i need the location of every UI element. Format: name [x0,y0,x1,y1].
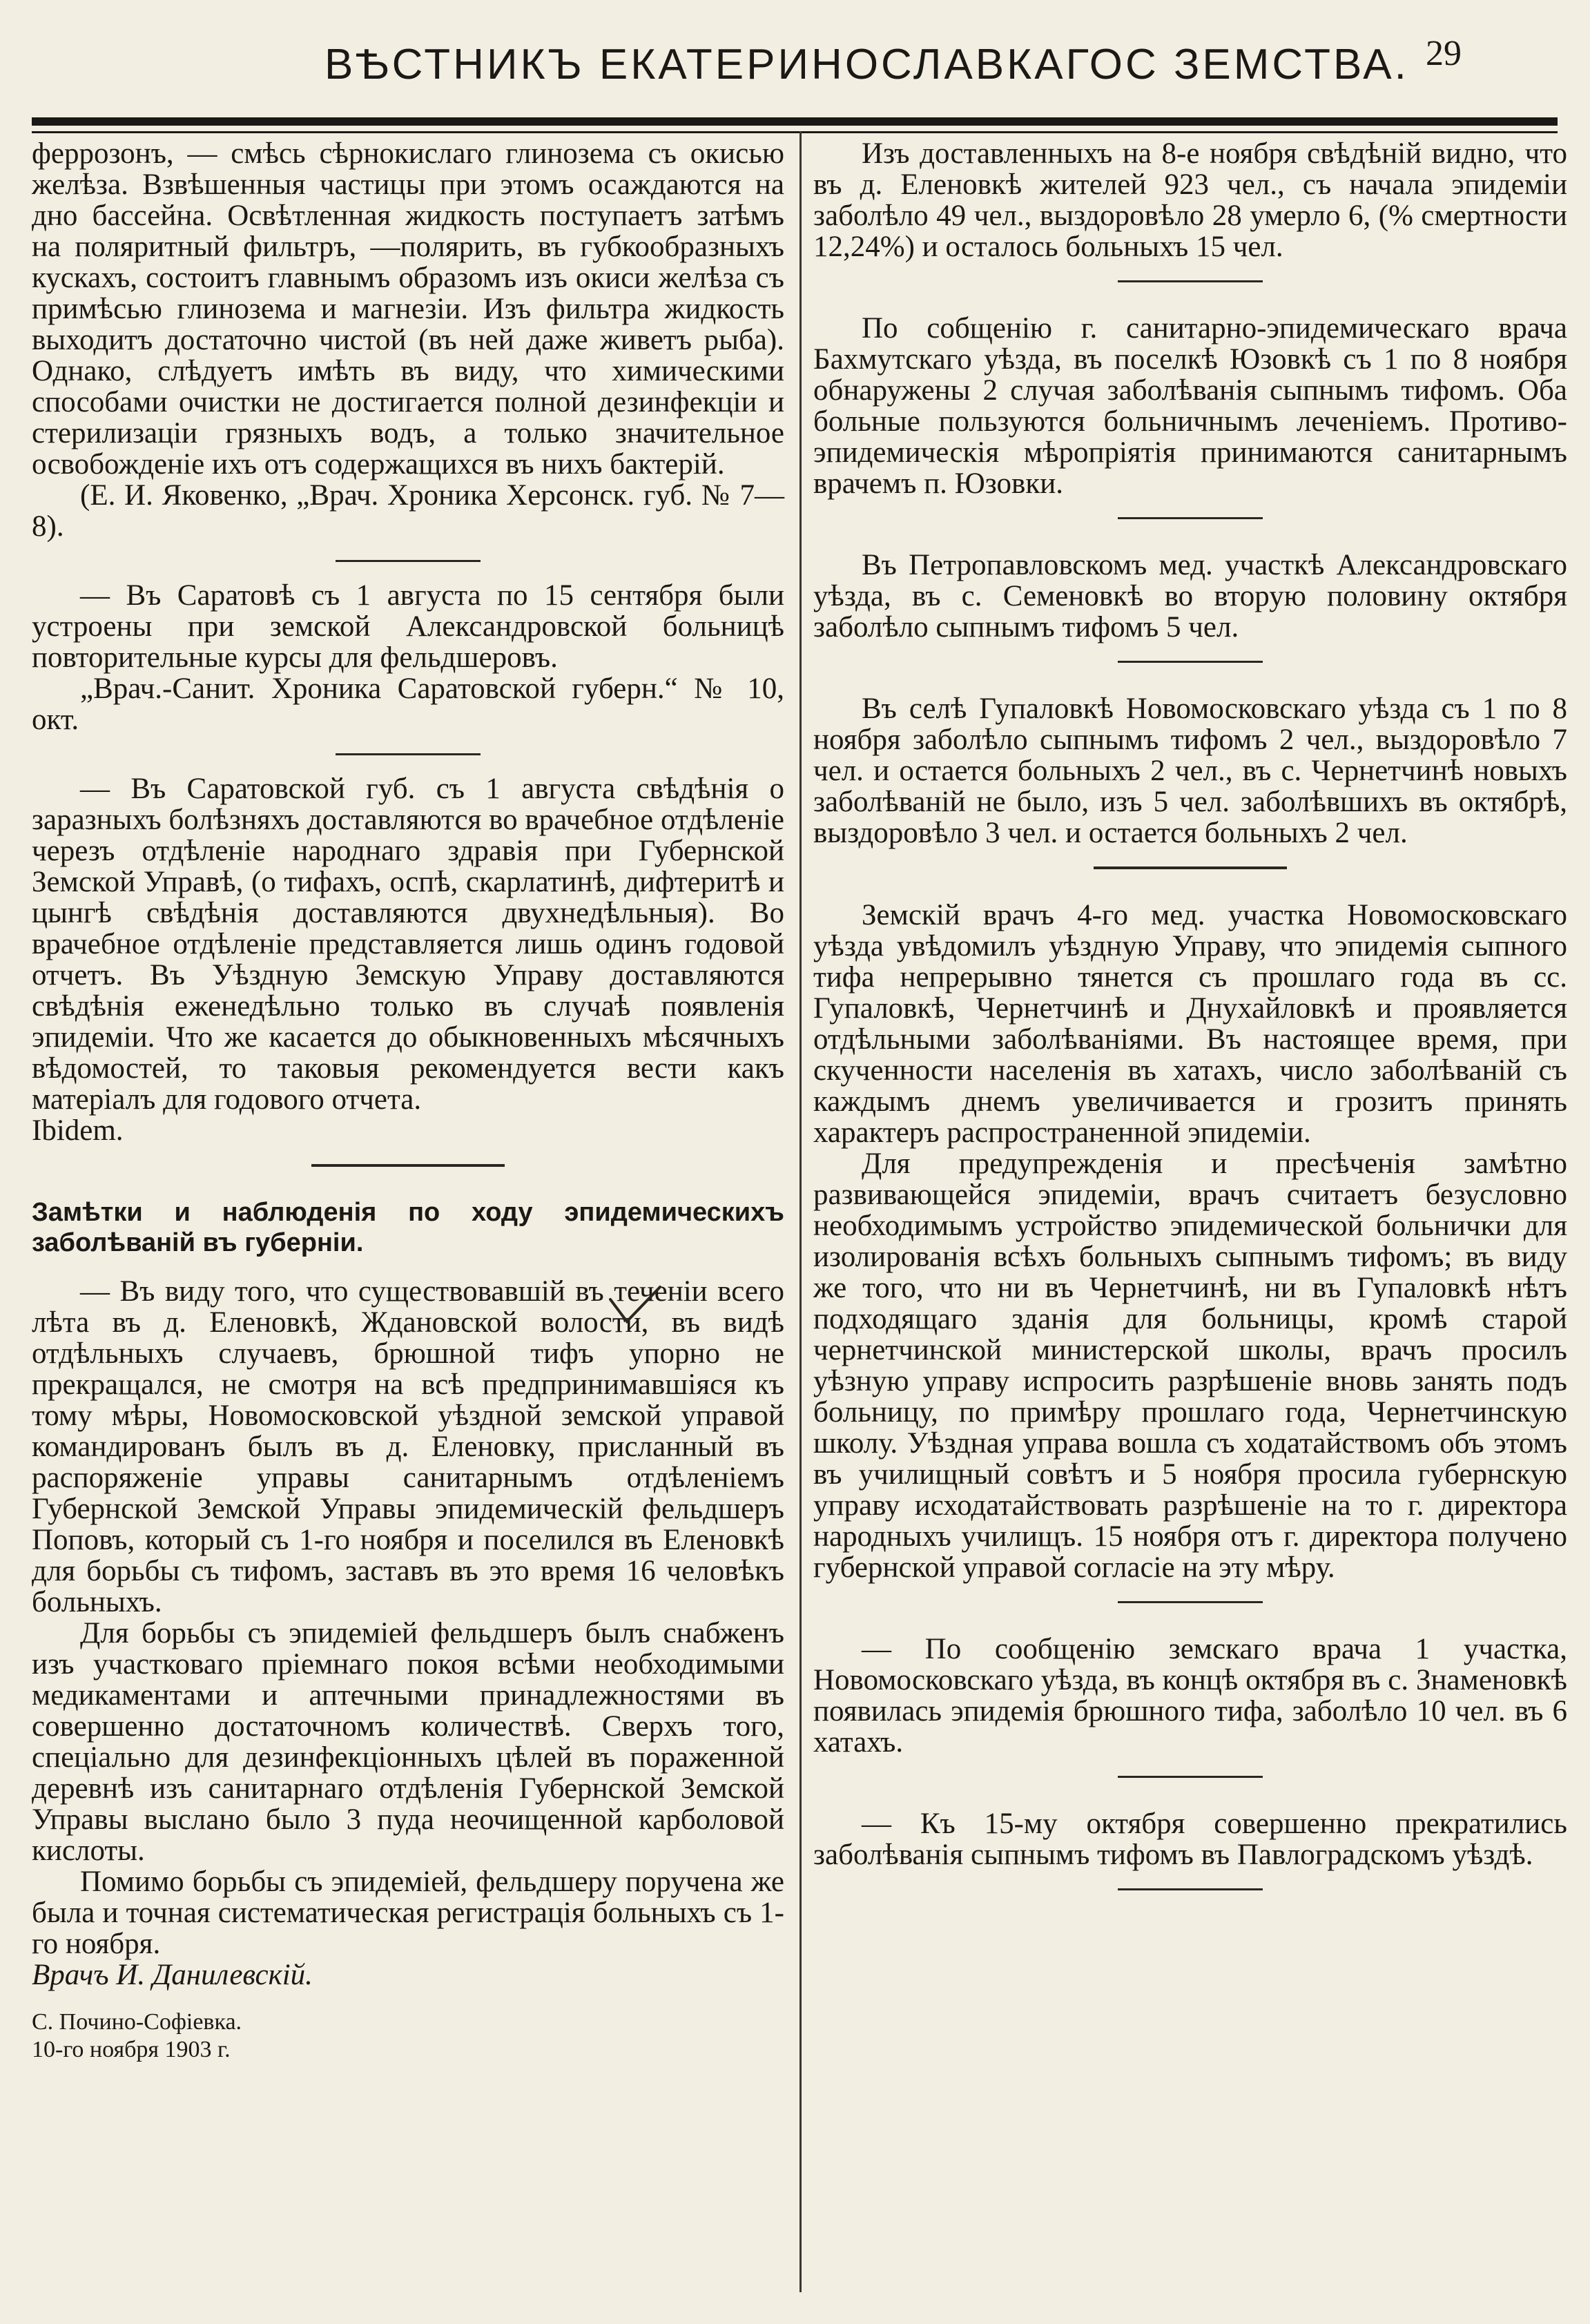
source-citation: „Врач.-Санит. Хроника Саратовской губерн.“ № 10, окт. [32,672,784,736]
page-number: 29 [1426,34,1462,73]
paragraph-hospital-request: Для предупрежденія и пресѣченія замѣтно развивающейся эпидеміи, врачъ считаетъ безусловно необходимымъ устройство эпидемической больнички для изолированія всѣхъ больныхъ сыпнымъ тифомъ; въ виду же того, что ни въ Чернетчинѣ, ни въ Гупаловкѣ нѣтъ подходящаго зданія для больницы, кромѣ старой чернетчинской министерской школы, врачъ просилъ уѣзную управу испросить разрѣшеніе вновь занять подъ больницу, по примѣру прошлаго года, Чернетчинскую школу. Уѣздная управа вошла съ ходатайствомъ объ этомъ въ училищный совѣтъ и 5 ноября просила губернскую управу исходатайствовать разрѣшеніе на то г. директора народныхъ училищъ. 15 ноября отъ г. директора получено губернской управой согласіе на эту мѣру. [813,1148,1567,1584]
paragraph-registration: Помимо борьбы съ эпидеміей, фельдшеру поручена же была и точная систематическая регистрація больныхъ съ 1-го ноября. [32,1866,784,1960]
paragraph-saratov-reports: — Въ Саратовской губ. съ 1 августа свѣдѣнія о заразныхъ болѣзняхъ доставляются во врачебное отдѣленіе черезъ отдѣленіе народнаго здравія при Губернской Земской Управѣ, (о тифахъ, оспѣ, скарлатинѣ, дифтеритѣ и цынгѣ свѣдѣнія доставляются двухнедѣльныя). Во врачебное отдѣленіе представляется лишь одинъ годовой отчетъ. Въ Уѣздную Земскую Управу доставляются свѣдѣнія еженедѣльно только въ случаѣ появленія эпидеміи. Что же касается до обыкновенныхъ мѣсячныхъ вѣдомостей, то таковыя рекомендуется вести какъ матеріалъ для годового отчета. [32,773,784,1116]
signature: Врачъ И. Данилевскій. [32,1959,313,1991]
paragraph-gupalovka: Въ селѣ Гупаловкѣ Новомосковскаго уѣзда съ 1 по 8 ноября заболѣло сыпнымъ тифомъ 2 чел., выздоровѣло 7 чел. и остается больныхъ 2 чел., въ с. Чернетчинѣ новыхъ заболѣваній не было, изъ 5 чел. заболѣвшихъ въ октябрѣ, выздоровѣло 3 чел. и остается больныхъ 2 чел. [813,693,1567,849]
handwritten-check-mark [608,1284,663,1326]
date-line: 10-го ноября 1903 г. [32,2037,231,2062]
journal-title: ВѢСТНИКЪ ЕКАТЕРИНОСЛАВКАГОС ЗЕМСТВА. [324,41,1409,88]
paragraph-pavlograd: — Къ 15-му октября совершенно прекратились заболѣванія сыпнымъ тифомъ въ Павлоградскомъ уѣздѣ. [813,1808,1567,1871]
column-divider [799,131,802,2292]
source-citation: (Е. И. Яковенко, „Врач. Хроника Херсонск. губ. № 7—8). [32,479,784,543]
paragraph-saratov-courses: — Въ Саратовѣ съ 1 августа по 15 сентября были устроены при земской Александровской больницѣ повторительные курсы для фельдшеровъ. [32,579,784,674]
header-rule-thick [32,117,1558,126]
header-rule-thin [32,131,1558,133]
page-header [28,28,1560,110]
paragraph-district-doctor: Земскій врачъ 4-го мед. участка Новомосковскаго уѣзда увѣдомилъ уѣздную Управу, что эпидемія сыпного тифа непрерывно тянется съ прошлаго года въ сс. Гупаловкѣ, Чернетчинѣ и Днухайловкѣ и проявляется отдѣльными заболѣваніями. Въ настоящее время, при скученности населенія въ хатахъ, число заболѣваній съ каждымъ днемъ увеличивается и грозитъ принять характеръ распространенной эпидеміи. [813,899,1567,1149]
separator [1118,1888,1263,1890]
source-citation: Ibidem. [32,1114,124,1147]
paragraph-elenovka-stats: Изъ доставленныхъ на 8-е ноября свѣдѣній видно, что въ д. Еленовкѣ жителей 923 чел., съ начала эпидеміи заболѣло 49 чел., выздоровѣло 28 умерло 6, (% смертности 12,24%) и осталось больныхъ 15 чел. [813,137,1567,263]
paragraph-znamenovka: — По сообщенію земскаго врача 1 участка, Новомосковскаго уѣзда, въ концѣ октября въ с. Знаменовкѣ появилась эпидемія брюшного тифа, заболѣло 10 чел. въ 6 хатахъ. [813,1633,1567,1759]
place-line: С. Почино-Софіевка. [32,2009,242,2035]
paragraph-supplies: Для борьбы съ эпидеміей фельдшеръ былъ снабженъ изъ участковаго пріемнаго покоя всѣми необходимыми медикаментами и аптечными принадлежностями въ совершенно достаточномъ количествѣ. Сверхъ того, спеціально для дезинфекціонныхъ цѣлей въ пораженной деревнѣ изъ санитарнаго отдѣленія Губернской Земской Управы выслано было 3 пуда неочищенной карболовой кислоты. [32,1617,784,1867]
paragraph-elenovka-typhus: — Въ виду того, что существовавшій въ теченіи всего лѣта въ д. Еленовкѣ, Ждановской волости, въ видѣ отдѣльныхъ случаевъ, брюшной тифъ упорно не прекращался, не смотря на всѣ предпринимавшіяся къ тому мѣры, Новомосковской уѣздной земской управой командированъ былъ въ д. Еленовку, присланный въ распоряженіе управы санитарнымъ отдѣленіемъ Губернской Земской Управы эпидемическій фельдшеръ Поповъ, который съ 1-го ноября и поселился въ Еленовкѣ для борьбы съ тифомъ, заставъ въ это время 16 человѣкъ больныхъ. [32,1275,784,1618]
paragraph-water-filtration: феррозонъ, — смѣсь сѣрнокислаго глинозема съ окисью желѣза. Взвѣшенныя частицы при этомъ осаждаются на дно бассейна. Освѣтленная жидкость поступаетъ затѣмъ на поляритный фильтръ, —полярить, въ губкообразныхъ кускахъ, состоитъ главнымъ образомъ изъ окиси желѣза съ примѣсью глинозема и магнезіи. Изъ фильтра жидкость выходитъ достаточно чистой (въ ней даже живетъ рыба). Однако, слѣдуетъ имѣть въ виду, что химическими способами очистки не достигается полной дезинфекціи и стерилизаціи грязныхъ водъ, а только значительное освобожденіе ихъ отъ содержащихся въ нихъ бактерій. [32,137,784,481]
paragraph-semenovka: Въ Петропавловскомъ мед. участкѣ Александровскаго уѣзда, въ с. Семеновкѣ во вторую половину октября заболѣло сыпнымъ тифомъ 5 чел. [813,549,1567,643]
paragraph-yuzovka: По собщенію г. санитарно-эпидемическаго врача Бахмутскаго уѣзда, въ поселкѣ Юзовкѣ съ 1 по 8 ноября обнаружены 2 случая заболѣванія сыпнымъ тифомъ. Оба больные пользуются больничнымъ леченіемъ. Противо-эпидемическія мѣропріятія принимаются санитарнымъ врачемъ п. Юзовки. [813,312,1567,500]
right-column [813,138,1567,1890]
section-heading: Замѣтки и наблюденія по ходу эпидемическихъ заболѣваній въ губерніи. [32,1198,784,1257]
left-column [32,138,784,2064]
